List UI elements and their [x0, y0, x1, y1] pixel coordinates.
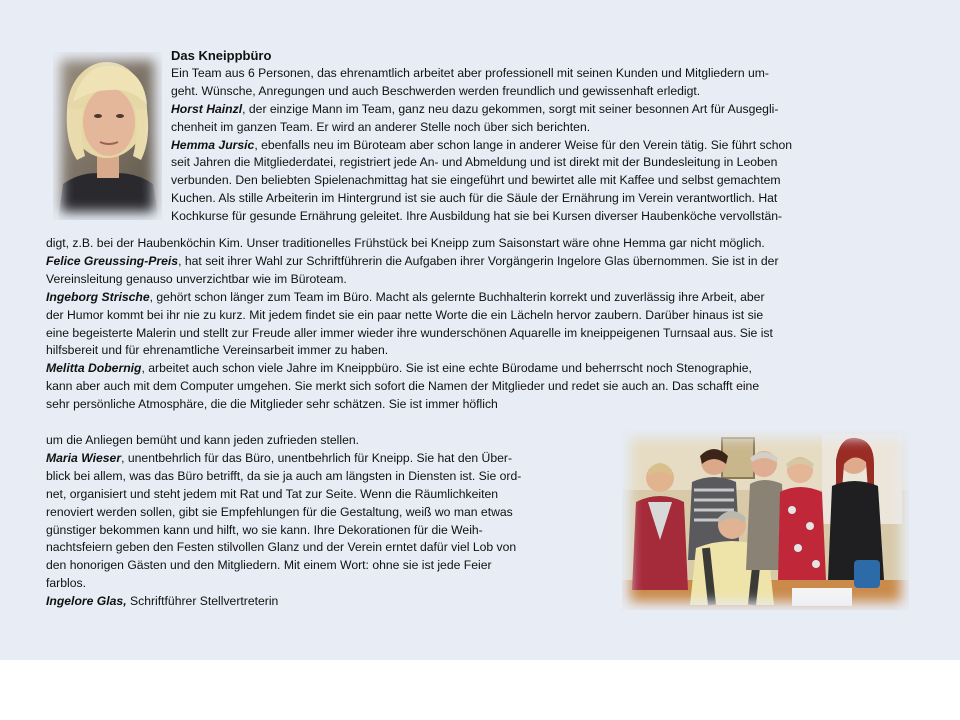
intro-text-block — [171, 47, 792, 226]
text-line: blick bei allem, was das Büro betrifft, da sie ja auch am längsten in Diensten ist. Sie ord- — [46, 468, 522, 483]
portrait-photo — [53, 52, 162, 220]
text-line: Ingelore Glas, Schriftführer Stellvertreterin — [46, 594, 279, 609]
text-line: den honorigen Gästen und den Mitgliedern. Mit einem Wort: ohne sie ist jede Feier — [46, 558, 492, 573]
text-line: Kochkurse für gesunde Ernährung geleitet. Ihre Ausbildung hat sie bei Kursen diverser Haubenköche vervollstän- — [171, 209, 783, 224]
text-line: chenheit im ganzen Team. Er wird an anderer Stelle noch über sich berichten. — [171, 119, 591, 134]
text-line: renoviert werden sollen, gibt sie Empfehlungen für die Gestaltung, weiß wo man etwas — [46, 504, 513, 519]
text-line: seit Jahren die Mitgliederdatei, registriert jede An- und Abmeldung und ist direkt mit der Bundesleitung in Leoben — [171, 155, 778, 170]
member-name: Horst Hainzl — [171, 101, 243, 116]
text-line: geht. Wünsche, Anregungen und auch Beschwerden werden freundlich und gewissenhaft erledigt. — [171, 83, 701, 98]
team-group-photo — [622, 430, 909, 610]
text-line: Melitta Dobernig, arbeitet auch schon viele Jahre im Kneippbüro. Sie ist eine echte Bürodame und beherrscht noch Stenographie, — [46, 361, 752, 376]
text-line: günstiger bekommen kann und hilft, wo sie kann. Ihre Dekorationen für die Weih- — [46, 522, 483, 537]
text-line: nachtsfeiern geben den Festen stilvollen Glanz und der Verein erntet dafür viel Lob von — [46, 540, 517, 555]
member-name: Felice Greussing-Preis — [46, 253, 179, 268]
text-line: sehr persönliche Atmosphäre, die die Mitglieder sehr schätzen. Sie ist immer höflich — [46, 397, 498, 412]
text-line: Vereinsleitung genauso unverzichtbar wie im Büroteam. — [46, 271, 347, 286]
text-line: eine begeisterte Malerin und stellt zur Freude aller immer wieder ihre wunderschönen Aquarelle im kneippeigenen Turnsaal aus. Sie ist — [46, 325, 773, 340]
text-line: kann aber auch mit dem Computer umgehen. Sie merkt sich sofort die Namen der Mitglieder und redet sie auch an. Das schafft eine — [46, 379, 760, 394]
text-line: farblos. — [46, 576, 86, 591]
text-line: Hemma Jursic, ebenfalls neu im Büroteam aber schon lange in anderer Weise für den Verein tätig. Sie führt schon — [171, 137, 793, 152]
member-name: Hemma Jursic — [171, 137, 255, 152]
member-name: Ingeborg Strische — [46, 289, 150, 304]
text-line: Maria Wieser, unentbehrlich für das Büro, unentbehrlich für Kneipp. Sie hat den Über- — [46, 450, 513, 465]
text-line: Ein Team aus 6 Personen, das ehrenamtlich arbeitet aber professionell mit seinen Kunden und Mitgliedern um- — [171, 65, 769, 80]
text-line: verbunden. Den beliebten Spielenachmittag hat sie eingeführt und bewirtet alle mit Kaffee und selbst gemachtem — [171, 173, 781, 188]
member-name: Melitta Dobernig — [46, 361, 142, 376]
text-line: digt, z.B. bei der Haubenköchin Kim. Unser traditionelles Frühstück bei Kneipp zum Saisonstart wäre ohne Hemma gar nicht möglich. — [46, 236, 765, 250]
text-line: Horst Hainzl, der einzige Mann im Team, ganz neu dazu gekommen, sorgt mit seiner besonnen Art für Ausgegli- — [171, 101, 779, 116]
main-text-block — [46, 235, 779, 414]
member-name: Maria Wieser — [46, 450, 122, 465]
text-line: der Humor kommt bei ihr nie zu kurz. Mit jedem findet sie ein paar nette Worte die ein Lächeln hervor zaubern. Darüber hinaus ist sie — [46, 307, 764, 322]
text-line: net, organisiert und steht jedem mit Rat und Tat zur Seite. Wenn die Räumlichkeiten — [46, 486, 499, 501]
text-line: um die Anliegen bemüht und kann jeden zufrieden stellen. — [46, 433, 360, 447]
page-title: Das Kneippbüro — [171, 48, 272, 63]
maria-text-block — [46, 432, 521, 611]
text-line: Kuchen. Als stille Arbeiterin im Hintergrund ist sie auch für die Säule der Ernährung im Verein verantwortlich. Hat — [171, 191, 778, 206]
text-line: Felice Greussing-Preis, hat seit ihrer Wahl zur Schriftführerin die Aufgaben ihrer Vorgängerin Ingelore Glas übernommen. Sie ist in der — [46, 253, 779, 268]
member-name: Ingelore Glas, — [46, 594, 127, 609]
text-line: hilfsbereit und für ehrenamtliche Vereinsarbeit immer zu haben. — [46, 343, 389, 358]
text-line: Ingeborg Strische, gehört schon länger zum Team im Büro. Macht als gelernte Buchhalterin korrekt und zuverlässig ihre Arbeit, aber — [46, 289, 765, 304]
